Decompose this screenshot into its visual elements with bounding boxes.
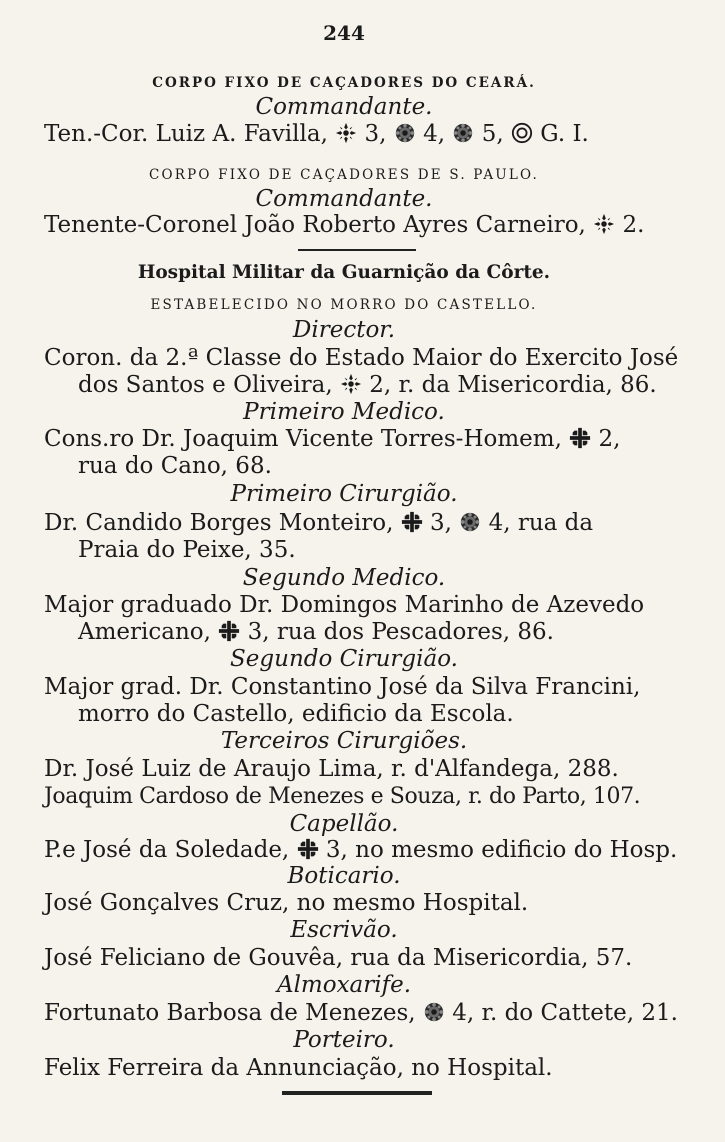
- rosette-icon: [394, 122, 416, 144]
- staff-text: 4, r. do Cattete, 21.: [452, 1000, 678, 1026]
- rosette-icon: [423, 1001, 445, 1023]
- role-segundo-medico: Segundo Medico.: [242, 565, 446, 591]
- staff-text: P.e José da Soledade,: [44, 837, 290, 863]
- staff-line: [78, 372, 657, 399]
- staff-text: 2,: [598, 426, 621, 452]
- hospital-subtitle: ESTABELECIDO NO MORRO DO CASTELLO.: [150, 297, 538, 313]
- staff-line: [44, 510, 644, 537]
- role-almoxarife: Almoxarife.: [276, 972, 412, 998]
- section-divider: [298, 249, 416, 251]
- staff-line: Major grad. Dr. Constantino José da Silva Francini,: [44, 674, 641, 700]
- entry-name: Ten.-Cor. Luiz A. Favilla,: [44, 121, 328, 147]
- page-end-rule: [282, 1091, 432, 1095]
- staff-text: Cons.ro Dr. Joaquim Vicente Torres-Homem,: [44, 426, 562, 452]
- section-heading-ceara: CORPO FIXO DE CAÇADORES DO CEARÁ.: [152, 75, 536, 91]
- entry-name: Tenente-Coronel João Roberto Ayres Carneiro,: [44, 212, 586, 238]
- entry-carneiro: [44, 212, 644, 239]
- staff-text: Americano,: [78, 619, 211, 645]
- staff-line: rua do Cano, 68.: [78, 453, 272, 479]
- cross-patte-icon: [218, 620, 240, 642]
- staff-line: Coron. da 2.ª Classe do Estado Maior do Exercito José: [44, 345, 679, 371]
- entry-favilla: [44, 121, 644, 148]
- staff-line: morro do Castello, edificio da Escola.: [78, 701, 514, 727]
- staff-line: Major graduado Dr. Domingos Marinho de Azevedo: [44, 592, 645, 618]
- staff-line: [44, 1000, 678, 1027]
- rosette-icon: [452, 122, 474, 144]
- hospital-title: Hospital Militar da Guarnição da Côrte.: [137, 262, 551, 283]
- role-segundo-cirurgiao: Segundo Cirurgião.: [230, 646, 458, 672]
- cross-fleury-icon: [593, 213, 615, 235]
- staff-text: Dr. Candido Borges Monteiro,: [44, 510, 394, 536]
- role-primeiro-cirurgiao: Primeiro Cirurgião.: [230, 481, 458, 507]
- staff-text: Fortunato Barbosa de Menezes,: [44, 1000, 416, 1026]
- staff-text: 3, no mesmo edificio do Hosp.: [325, 837, 678, 863]
- staff-line: [44, 426, 644, 453]
- decoration-grade: 2.: [622, 212, 645, 238]
- decoration-grade: 4,: [423, 121, 446, 147]
- cross-patte-icon: [569, 427, 591, 449]
- cross-fleury-icon: [335, 122, 357, 144]
- staff-line: José Gonçalves Cruz, no mesmo Hospital.: [44, 890, 529, 916]
- role-capellao: Capellão.: [289, 811, 399, 837]
- page-number: 244: [323, 21, 365, 45]
- decoration-grade: G. I.: [540, 121, 589, 147]
- staff-line: Joaquim Cardoso de Menezes e Souza, r. do Parto, 107.: [44, 784, 641, 809]
- staff-line: José Feliciano de Gouvêa, rua da Misericordia, 57.: [44, 945, 633, 971]
- role-commandante-sao-paulo: Commandante.: [255, 186, 433, 212]
- role-primeiro-medico: Primeiro Medico.: [243, 399, 445, 425]
- staff-line: Praia do Peixe, 35.: [78, 537, 296, 563]
- role-boticario: Boticario.: [287, 863, 401, 889]
- staff-text: 3, rua dos Pescadores, 86.: [247, 619, 554, 645]
- role-terceiros-cirurgioes: Terceiros Cirurgiões.: [220, 728, 468, 754]
- staff-text: 4, rua da: [488, 510, 594, 536]
- staff-line: [78, 619, 644, 646]
- staff-line: Felix Ferreira da Annunciação, no Hospital.: [44, 1055, 553, 1081]
- staff-line: [44, 837, 678, 864]
- staff-text: 2, r. da Misericordia, 86.: [369, 372, 657, 398]
- decoration-grade: 5,: [481, 121, 504, 147]
- role-escrivao: Escrivão.: [290, 917, 398, 943]
- cross-patte-icon: [297, 838, 319, 860]
- decoration-grade: 3,: [364, 121, 387, 147]
- staff-line: Dr. José Luiz de Araujo Lima, r. d'Alfandega, 288.: [44, 756, 619, 782]
- cross-fleury-icon: [340, 373, 362, 395]
- circle-icon: [511, 122, 533, 144]
- role-commandante-ceara: Commandante.: [255, 94, 433, 120]
- staff-text: 3,: [430, 510, 452, 536]
- role-porteiro: Porteiro.: [293, 1027, 395, 1053]
- cross-patte-icon: [401, 511, 423, 533]
- role-director: Director.: [292, 317, 396, 343]
- section-heading-sao-paulo: CORPO FIXO DE CAÇADORES DE S. PAULO.: [148, 167, 540, 183]
- staff-text: dos Santos e Oliveira,: [78, 372, 333, 398]
- rosette-icon: [459, 511, 481, 533]
